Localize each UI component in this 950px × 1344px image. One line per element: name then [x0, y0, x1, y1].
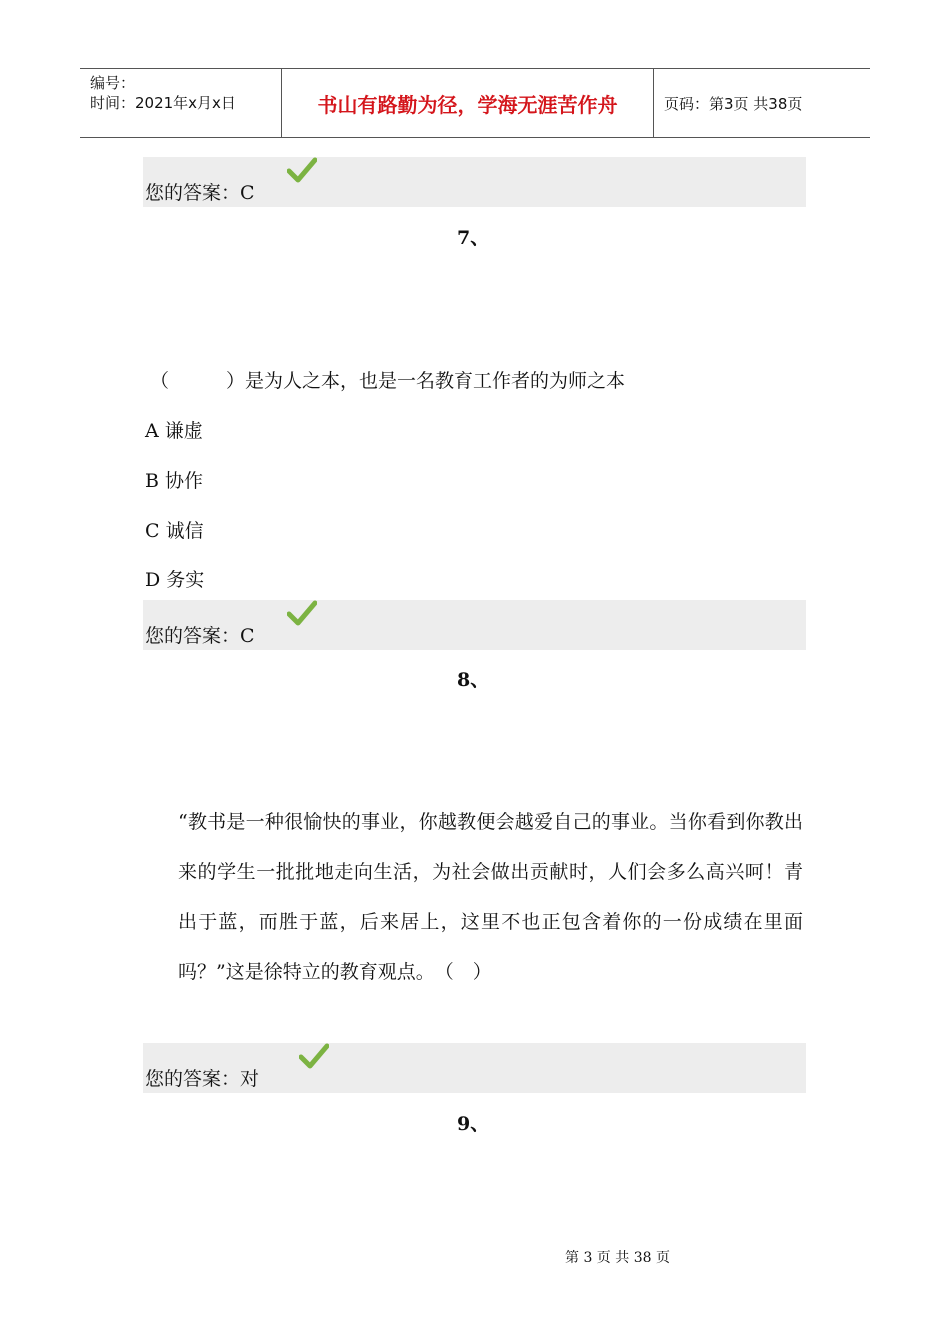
header-meta [90, 73, 236, 113]
option-d: D 务实 [145, 569, 205, 591]
answer-box [143, 1043, 806, 1093]
check-icon [287, 157, 317, 183]
answer-box [143, 157, 806, 207]
answer-text: 您的答案：C [145, 625, 255, 647]
question-text: （ ）是为人之本，也是一名教育工作者的为师之本 [150, 370, 626, 392]
header-page-label: 页码：第3页 共38页 [664, 95, 803, 113]
header-motto: 书山有路勤为径，学海无涯苦作舟 [317, 92, 618, 117]
page-header [80, 68, 870, 138]
question-number: 9、 [457, 1113, 490, 1135]
option-b: B 协作 [145, 470, 204, 492]
question-number: 7、 [457, 227, 490, 249]
time-label: 时间：2021年x月x日 [90, 94, 236, 112]
option-c: C 诚信 [145, 520, 204, 542]
check-icon [287, 600, 317, 626]
question-number: 8、 [457, 669, 490, 691]
answer-text: 您的答案：C [145, 182, 255, 204]
answer-text: 您的答案：对 [145, 1068, 260, 1090]
check-icon [299, 1043, 329, 1069]
answer-box [143, 600, 806, 650]
page-footer: 第 3 页 共 38 页 [565, 1250, 670, 1266]
option-a: A 谦虚 [145, 420, 203, 442]
number-label: 编号： [90, 74, 136, 92]
question-text: “教书是一种很愉快的事业，你越教便会越爱自己的事业。当你看到你教出来的学生一批批地走向生活，为社会做出贡献时，人们会多么高兴呵！青出于蓝，而胜于蓝，后来居上，这里不也正包含着你的一份成绩在里面吗？”这是徐特立的教育观点。 （ ） [178, 811, 803, 983]
header-divider [653, 69, 654, 137]
